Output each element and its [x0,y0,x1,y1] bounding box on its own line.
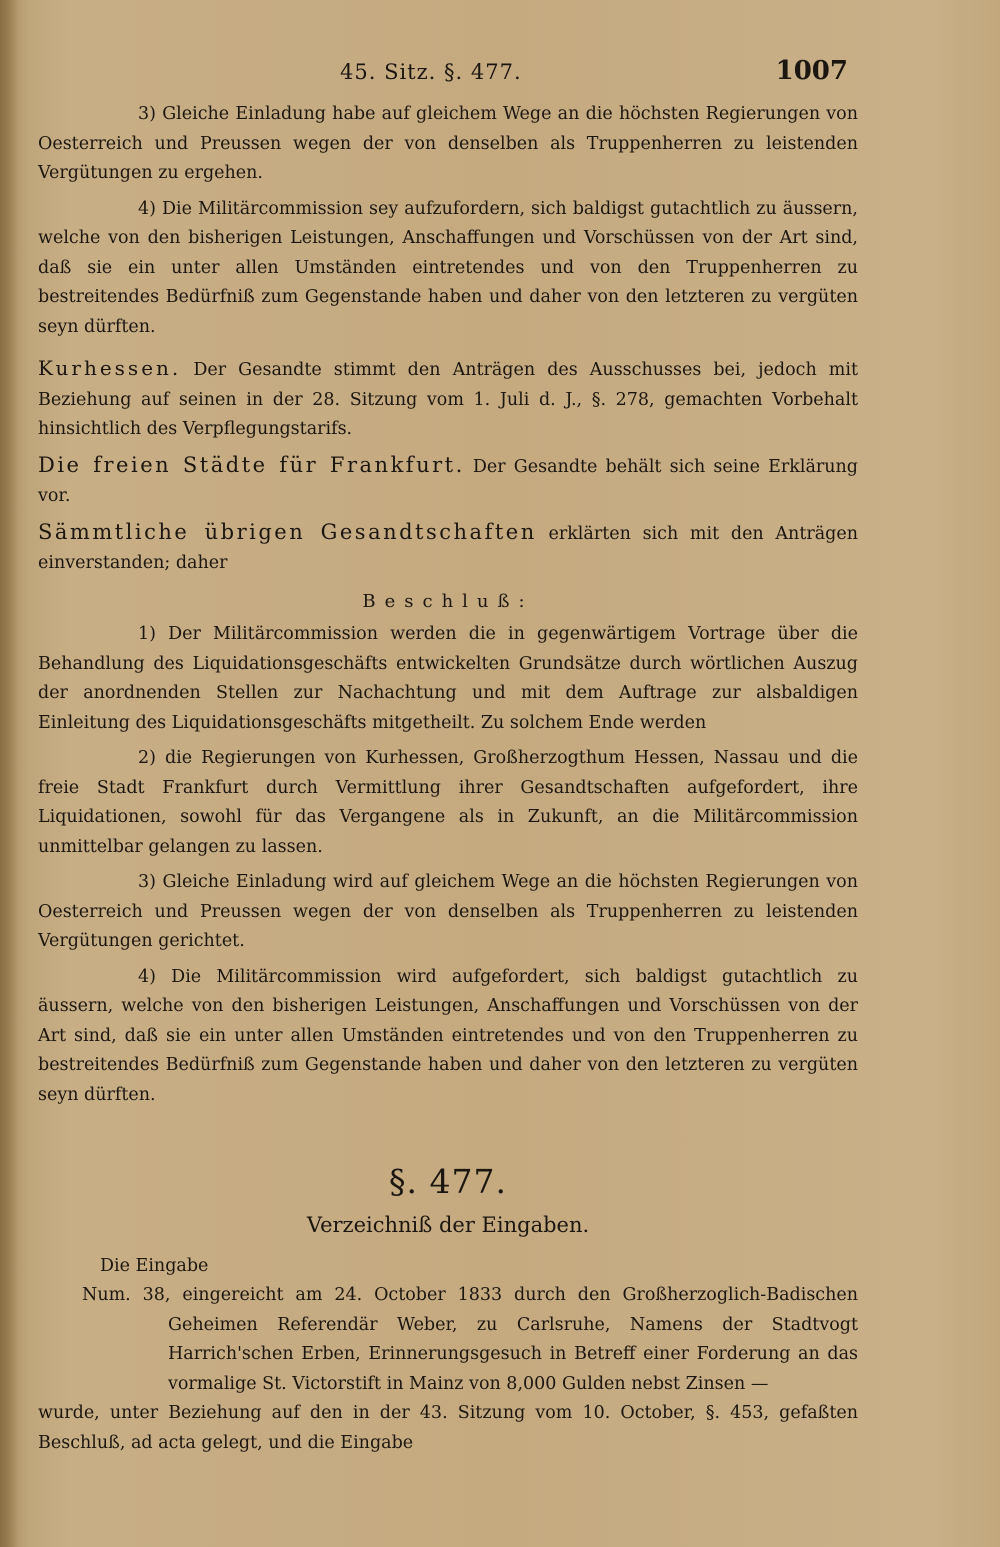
beschluss-item-4 [38,963,858,1111]
item-text: Gleiche Einladung habe auf gleichem Wege an die höchsten Regierungen von Oesterreich und Preussen wegen der von denselben als Truppenherren zu leistenden Vergütungen zu ergehen. [38,104,858,183]
vote-text: erklärten sich mit den Anträgen einverstanden; daher [38,523,858,573]
vote-others [38,518,858,579]
running-head: 45. Sitz. §. 477. [340,60,522,84]
item-number: 4) [138,198,156,219]
item-text: Gleiche Einladung wird auf gleichem Wege an die höchsten Regierungen von Oesterreich und Preussen wegen der von denselben als Truppenherren zu leistenden Vergütungen gerichtet. [38,872,858,951]
beschluss-heading: Beschluß: [362,590,534,612]
beschluss-item-3 [38,868,858,957]
upper-item-3 [38,100,858,189]
item-number: 2) [138,748,156,768]
item-text: Der Militärcommission werden die in gegenwärtigem Vortrage über die Behandlung des Liquidationsgeschäfts entwickelten Grundsätze durch wörtlichen Auszug der anordnenden Stellen zur Nachachtung und mit dem Auftrage zur alsbaldigen Einleitung des Liquidationsgeschäfts mitgetheilt. Zu solchem Ende werden [38,624,858,733]
item-text: die Regierungen von Kurhessen, Großherzogthum Hessen, Nassau und die freie Stadt Frankfurt durch Vermittlung ihrer Gesandtschaften aufgefordert, ihre Liquidationen, sowohl für das Vergangene als in Zukunft, an die Militärcommission unmittelbar gelangen zu lassen. [38,748,858,857]
eingabe-entry: Num. 38, eingereicht am 24. October 1833 durch den Großherzoglich-Badischen Geheimen Referendär Weber, zu Carlsruhe, Namens der Stadtvogt Harrich'schen Erben, Erinnerungsgesuch in Betreff einer Forderung an das vormalige St. Victorstift in Mainz von 8,000 Gulden nebst Zinsen — [82,1285,858,1394]
vote-state: Kurhessen. [38,356,182,380]
vote-text: Der Gesandte stimmt den Anträgen des Ausschusses bei, jedoch mit Beziehung auf seinen in der 28. Sitzung vom 1. Juli d. J., §. 278, gemachten Vorbehalt hinsichtlich des Verpflegungstarifs. [38,360,858,439]
page-header [0,56,1000,90]
vote-text: Der Gesandte behält sich seine Erklärung vor. [38,456,858,506]
vote-state: Sämmtliche übrigen Gesandtschaften [38,519,537,544]
page-number: 1007 [775,56,848,86]
eingabe-label: Die Eingabe [100,1256,209,1276]
beschluss-item-1 [38,620,858,738]
section-subtitle: Verzeichniß der Eingaben. [306,1213,590,1237]
item-number: 3) [138,872,156,892]
item-number: 4) [138,966,156,987]
page-body [38,100,858,1458]
section-title: §. 477. [389,1162,507,1201]
vote-state: Die freien Städte für Frankfurt. [38,452,465,477]
eingabe-continuation: wurde, unter Beziehung auf den in der 43. Sitzung vom 10. October, §. 453, gefaßten Beschluß, ad acta gelegt, und die Eingabe [38,1403,858,1453]
item-text: Die Militärcommission wird aufgefordert, sich baldigst gutachtlich zu äussern, welche von den bisherigen Leistungen, Anschaffungen und Vorschüssen von der Art sind, daß sie ein unter allen Umständen eintretendes und von den Truppenherren zu bestreitendes Bedürfniß zum Gegenstande haben und daher von den letzteren zu vergüten seyn dürften. [38,966,858,1105]
beschluss-item-2 [38,744,858,862]
item-text: Die Militärcommission sey aufzufordern, sich baldigst gutachtlich zu äussern, welche von den bisherigen Leistungen, Anschaffungen und Vorschüssen von der Art sind, daß sie ein unter allen Umständen eintretendes und von den Truppenherren zu bestreitendes Bedürfniß zum Gegenstande haben und daher von den letzteren zu vergüten seyn dürften. [38,198,858,337]
vote-frankfurt [38,451,858,512]
item-number: 1) [138,624,156,644]
upper-item-4 [38,195,858,343]
item-number: 3) [138,104,156,124]
vote-kurhessen [38,354,858,445]
